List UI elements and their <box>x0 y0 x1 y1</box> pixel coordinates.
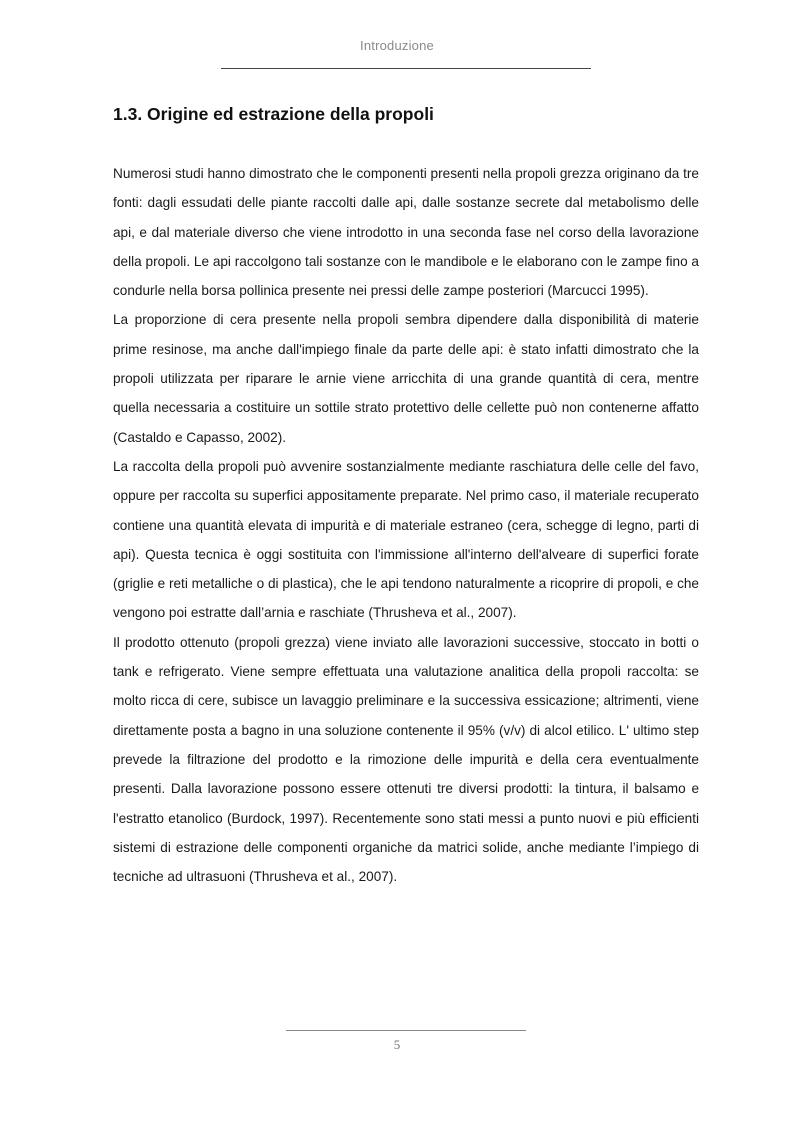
footer-divider <box>286 1030 526 1031</box>
paragraph-2: La proporzione di cera presente nella propoli sembra dipendere dalla disponibilità di materie prime resinose, ma anche dall'impiego finale da parte delle api: è stato infatti dimostrato che la propoli utilizzata per riparare le arnie viene arricchita di una grande quantità di cera, mentre quella necessaria a costituire un sottile strato protettivo delle cellette può non contenerne affatto (Castaldo e Capasso, 2002). <box>113 312 699 445</box>
paragraph-4: Il prodotto ottenuto (propoli grezza) viene inviato alle lavorazioni successive, stoccato in botti o tank e refrigerato. Viene sempre effettuata una valutazione analitica della propoli raccolta: se molto ricca di cere, subisce un lavaggio preliminare e la successiva essicazione; altrimenti, viene direttamente posta a bagno in una soluzione contenente il 95% (v/v) di alcol etilico. L' ultimo step prevede la filtrazione del prodotto e la rimozione delle impurità e della cera eventualmente presenti. Dalla lavorazione possono essere ottenuti tre diversi prodotti: la tintura, il balsamo e l'estratto etanolico (Burdock, 1997). Recentemente sono stati messi a punto nuovi e più efficienti sistemi di estrazione delle componenti organiche da matrici solide, anche mediante l’impiego di tecniche ad ultrasuoni (Thrusheva et al., 2007). <box>113 634 699 885</box>
running-header: Introduzione <box>360 38 434 53</box>
body-text <box>113 159 699 891</box>
section-heading: 1.3. Origine ed estrazione della propoli <box>113 104 434 124</box>
page-number: 5 <box>393 1037 401 1052</box>
paragraph-3: La raccolta della propoli può avvenire sostanzialmente mediante raschiatura delle celle del favo, oppure per raccolta su superfici appositamente preparate. Nel primo caso, il materiale recuperato contiene una quantità elevata di impurità e di materiale estraneo (cera, schegge di legno, parti di api). Questa tecnica è oggi sostituita con l'immissione all'interno dell'alveare di superfici forate (griglie e reti metalliche o di plastica), che le api tendono naturalmente a ricoprire di propoli, e che vengono poi estratte dall’arnia e raschiate (Thrusheva et al., 2007). <box>113 458 699 621</box>
paragraph-1: Numerosi studi hanno dimostrato che le componenti presenti nella propoli grezza originano da tre fonti: dagli essudati delle piante raccolti dalle api, dalle sostanze secrete dal metabolismo delle api, e dal materiale diverso che viene introdotto in una seconda fase nel corso della lavorazione della propoli. Le api raccolgono tali sostanze con le mandibole e le elaborano con le zampe fino a condurle nella borsa pollinica presente nei pressi delle zampe posteriori (Marcucci 1995). <box>113 166 699 299</box>
header-divider <box>221 68 591 69</box>
